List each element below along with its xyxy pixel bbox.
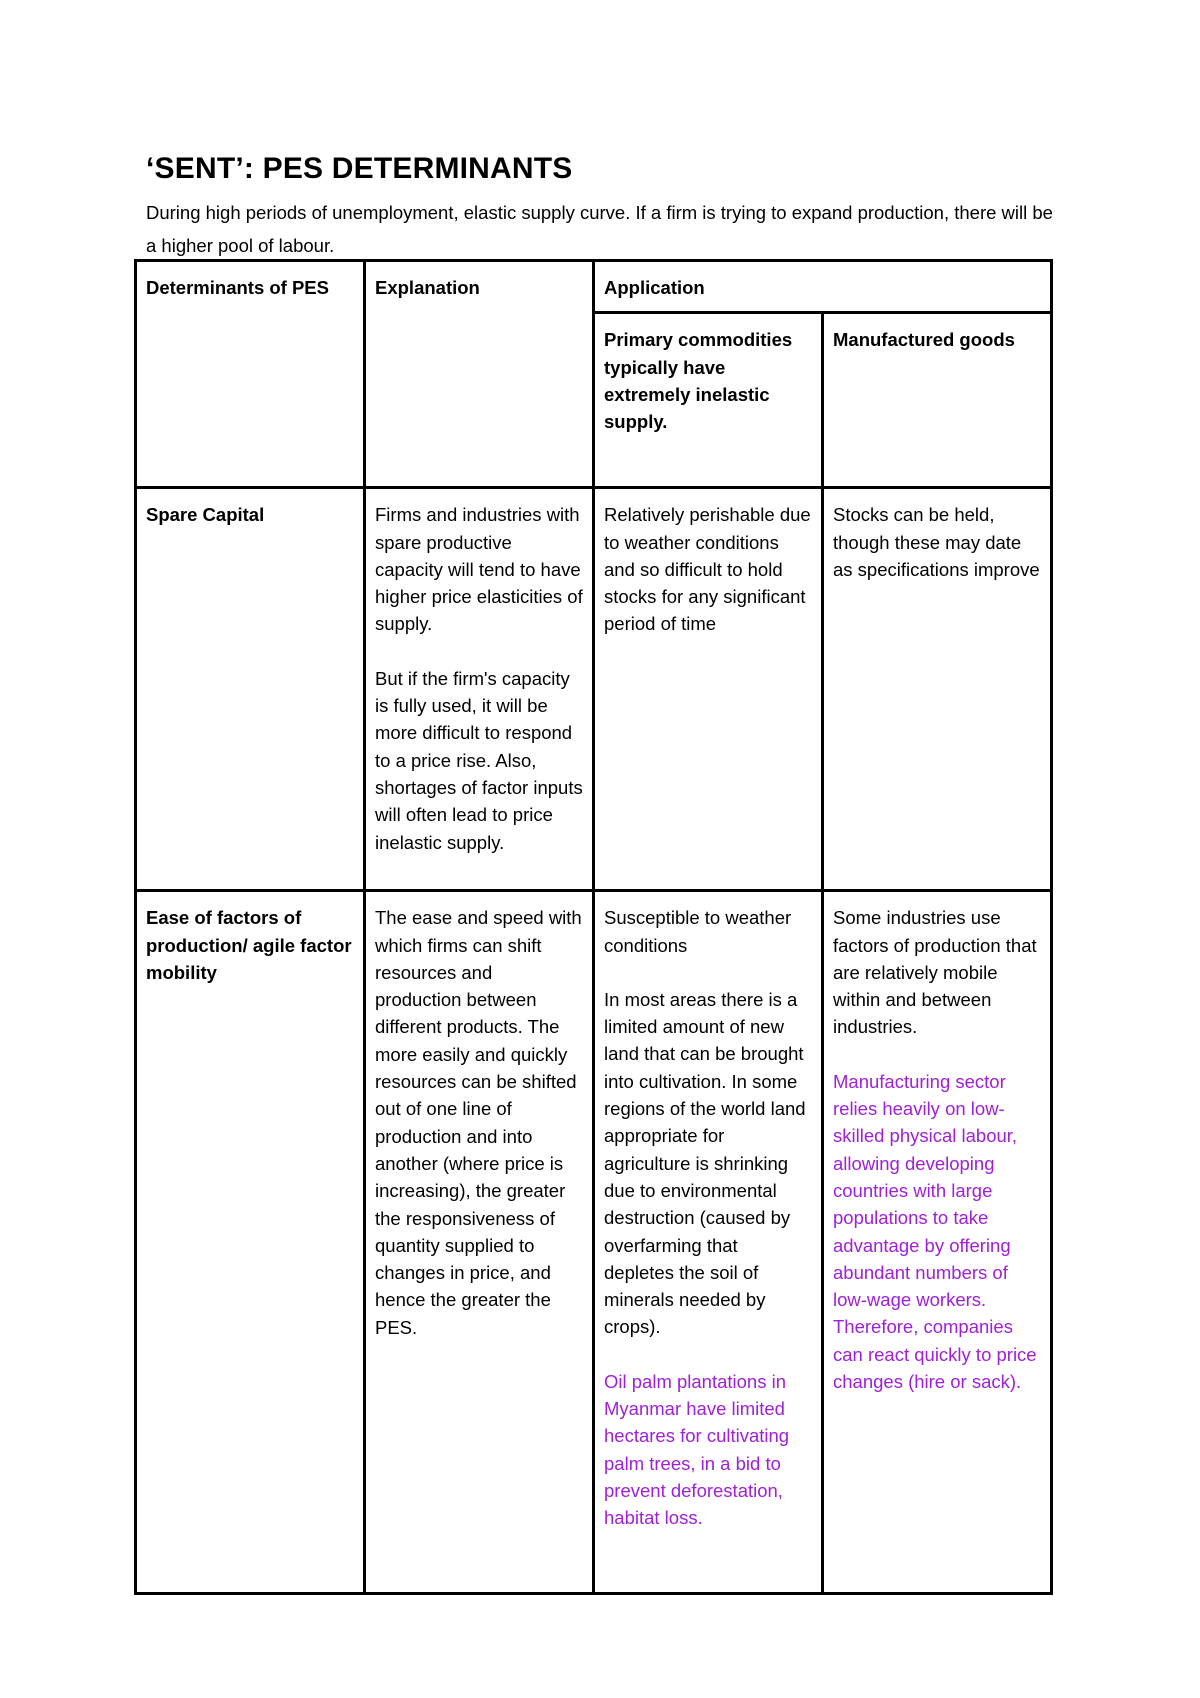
primary-paragraph: Susceptible to weather conditions — [604, 907, 792, 956]
manufactured-goods-cell — [823, 488, 1052, 891]
primary-paragraph: In most areas there is a limited amount of new land that can be brought into cultivation. In some regions of the world land appropriate for agriculture is shrinking due to environmental destruction (caused by overfarming that depletes the soil of minerals needed by crops). — [604, 988, 806, 1338]
pes-determinants-table — [134, 259, 1053, 1595]
primary-paragraph: Relatively perishable due to weather conditions and so difficult to hold stocks for any significant period of time — [604, 504, 811, 635]
explanation-paragraph: The ease and speed with which firms can shift resources and production between different products. The more easily and quickly resources can be shifted out of one line of production and into another (where price is increasing), the greater the responsiveness of quantity supplied to changes in price, and hence the greater the PES. — [375, 907, 582, 1338]
explanation-paragraph: But if the firm's capacity is fully used, it will be more difficult to respond to a price rise. Also, shortages of factor inputs will often lead to price inelastic supply. — [375, 667, 583, 853]
explanation-paragraph: Firms and industries with spare productive capacity will tend to have higher price elasticities of supply. — [375, 504, 583, 635]
determinant-cell: Spare Capital — [136, 488, 365, 891]
header-application: Application — [594, 261, 1052, 313]
header-explanation: Explanation — [365, 261, 594, 488]
table-row — [136, 488, 1052, 891]
determinant-cell: Ease of factors of production/ agile factor mobility — [136, 891, 365, 1594]
manufactured-paragraph: Some industries use factors of production that are relatively mobile within and between industries. — [833, 907, 1037, 1038]
primary-commodities-cell — [594, 891, 823, 1594]
table-row — [136, 891, 1052, 1594]
table-header-row — [136, 261, 1052, 313]
manufactured-goods-cell — [823, 891, 1052, 1594]
explanation-cell — [365, 891, 594, 1594]
intro-paragraph: During high periods of unemployment, elastic supply curve. If a firm is trying to expand production, there will be a higher pool of labour. — [146, 202, 1053, 256]
header-determinants: Determinants of PES — [136, 261, 365, 488]
manufactured-paragraph: Stocks can be held, though these may date as specifications improve — [833, 504, 1040, 580]
explanation-cell — [365, 488, 594, 891]
manufactured-example-highlight: Manufacturing sector relies heavily on low-skilled physical labour, allowing developing countries with large populations to take advantage by offering abundant numbers of low-wage workers. Therefore, companies can react quickly to price changes (hire or sack). — [833, 1070, 1037, 1393]
page-title: ‘SENT’: PES DETERMINANTS — [146, 152, 573, 185]
header-primary-commodities: Primary commodities typically have extremely inelastic supply. — [594, 313, 823, 488]
primary-example-highlight: Oil palm plantations in Myanmar have limited hectares for cultivating palm trees, in a bid to prevent deforestation, habitat loss. — [604, 1370, 790, 1529]
header-manufactured-goods: Manufactured goods — [823, 313, 1052, 488]
primary-commodities-cell — [594, 488, 823, 891]
